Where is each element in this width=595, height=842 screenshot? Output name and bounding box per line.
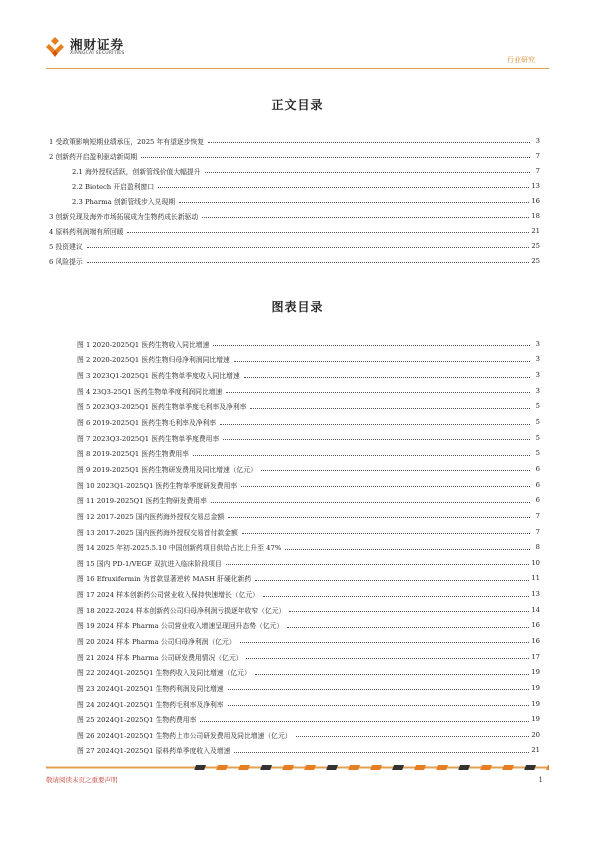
toc-entry-page: 13 [531, 181, 540, 190]
toc-entry-label: 4 原料药利润端有所回暖 [49, 227, 124, 236]
dot-leader [205, 172, 530, 173]
toc-entry[interactable] [49, 253, 540, 268]
footer-bar-dash [392, 765, 404, 770]
figures-entry-page: 7 [535, 511, 540, 520]
figures-entry[interactable] [77, 602, 540, 618]
toc-title: 正文目录 [271, 98, 324, 112]
footer-bar-dash [326, 765, 338, 770]
dot-leader [141, 157, 530, 158]
figures-entry-page: 19 [531, 715, 540, 724]
figures-entry-page: 5 [535, 449, 540, 458]
footer-decorative-bar [46, 765, 549, 770]
figures-entry[interactable] [77, 586, 540, 602]
toc-entry-label: 1 受政策影响短期业绩承压，2025 年有望逐步恢复 [49, 137, 205, 146]
figures-entry-page: 17 [531, 652, 540, 661]
xiangcai-logo-icon [46, 36, 64, 58]
dot-leader [240, 642, 530, 643]
figures-entry-page: 7 [535, 527, 540, 536]
figures-entry[interactable] [77, 539, 540, 555]
figures-entry-label: 图 23 2024Q1-2025Q1 生物药利润及同比增速 [77, 684, 224, 693]
figures-entry-label: 图 24 2024Q1-2025Q1 生物药毛利率及净利率 [77, 700, 224, 709]
footer-bar-dash [480, 765, 492, 770]
figures-entry[interactable] [77, 524, 540, 540]
figures-entry-label: 图 13 2017-2025 国内医药海外授权交易首付款金额 [77, 528, 238, 537]
dot-leader [200, 721, 529, 722]
figures-entry[interactable] [77, 477, 540, 493]
footer-bar-dash [370, 765, 382, 770]
dot-leader [87, 247, 530, 248]
figures-entry[interactable] [77, 383, 540, 399]
footer-bar-base [46, 767, 549, 769]
toc-entry[interactable] [49, 238, 540, 253]
toc-entry-label: 2.1 海外授权活跃，创新管线价值大幅提升 [72, 167, 201, 176]
figures-entry-page: 11 [531, 574, 540, 583]
figures-entry[interactable] [77, 571, 540, 587]
toc-entry[interactable] [49, 208, 540, 223]
figures-entry-page: 6 [535, 496, 540, 505]
footer-bar-dash [524, 765, 536, 770]
toc-entry-page: 25 [531, 256, 540, 265]
figures-entry-label: 图 21 2024 样本 Pharma 公司研发费用情况（亿元） [77, 653, 243, 662]
figures-entry[interactable] [77, 336, 540, 352]
figures-entry[interactable] [77, 430, 540, 446]
figures-entry-page: 19 [531, 699, 540, 708]
figures-entry-page: 13 [531, 590, 540, 599]
figures-entry[interactable] [77, 492, 540, 508]
dot-leader [263, 596, 529, 597]
figures-entry-label: 图 4 23Q3-25Q1 医药生物单季度利润同比增速 [77, 387, 223, 396]
figures-list [77, 336, 540, 758]
toc-entry-label: 2 创新药开启盈利驱动新周期 [49, 152, 138, 161]
dot-leader [255, 580, 529, 581]
dot-leader [246, 658, 529, 659]
dot-leader [208, 142, 530, 143]
toc-entry[interactable] [49, 148, 540, 163]
figures-entry-page: 19 [531, 668, 540, 677]
footer-bar-dash [348, 765, 360, 770]
figures-entry-label: 图 17 2024 样本创新药公司营业收入保持快速增长（亿元） [77, 591, 259, 600]
figures-entry-page: 19 [531, 683, 540, 692]
toc-entry-page: 3 [535, 136, 540, 145]
dot-leader [244, 377, 530, 378]
figures-entry-page: 6 [535, 464, 540, 473]
figures-entry[interactable] [77, 696, 540, 712]
figures-entry[interactable] [77, 664, 540, 680]
figures-entry[interactable] [77, 555, 540, 571]
figures-entry[interactable] [77, 743, 540, 759]
figures-entry-label: 图 27 2024Q1-2025Q1 原料药单季度收入及增速 [77, 747, 231, 756]
figures-entry-page: 3 [535, 339, 540, 348]
disclaimer-note: 敬请阅读末页之重要声明 [46, 776, 118, 784]
figures-entry-label: 图 11 2019-2025Q1 医药生物研发费用率 [77, 497, 207, 506]
figures-entry-page: 5 [535, 402, 540, 411]
figures-entry-page: 20 [531, 730, 540, 739]
dot-leader [287, 627, 529, 628]
figures-entry-label: 图 20 2024 样本 Pharma 公司归母净利润（亿元） [77, 637, 236, 646]
dot-leader [226, 392, 530, 393]
figures-entry[interactable] [77, 414, 540, 430]
figures-entry[interactable] [77, 367, 540, 383]
dot-leader [158, 187, 529, 188]
figures-entry-page: 5 [535, 418, 540, 427]
toc-entry-label: 6 风险提示 [49, 257, 83, 266]
toc-entry[interactable] [49, 178, 540, 193]
figures-entry-page: 8 [535, 543, 540, 552]
figures-entry-page: 3 [535, 355, 540, 364]
toc-entry-label: 3 创新兑现及海外市场拓展成为生物药成长新驱动 [49, 212, 199, 221]
toc-entry-page: 18 [531, 211, 540, 220]
dot-leader [296, 736, 530, 737]
figures-entry-label: 图 1 2020-2025Q1 医药生物收入同比增速 [77, 340, 210, 349]
figures-entry-label: 图 6 2019-2025Q1 医药生物毛利率及净利率 [77, 419, 217, 428]
toc-entry[interactable] [49, 193, 540, 208]
figures-entry[interactable] [77, 680, 540, 696]
figures-entry-label: 图 14 2025 年初-2025.5.10 中国创新药项目供给占比上升至 47% [77, 544, 282, 553]
footer-bar-dash [194, 765, 206, 770]
dot-leader [220, 424, 530, 425]
figures-entry[interactable] [77, 352, 540, 368]
toc-entry-label: 2.3 Pharma 创新管线步入兑现期 [72, 197, 176, 206]
dot-leader [228, 705, 530, 706]
footer-bar-dash [436, 765, 448, 770]
dot-leader [285, 549, 530, 550]
toc-entry-page: 16 [531, 196, 540, 205]
figures-entry-label: 图 19 2024 样本 Pharma 公司营业收入增速呈现回升态势（亿元） [77, 622, 284, 631]
dot-leader [228, 689, 530, 690]
toc-entry-page: 25 [531, 241, 540, 250]
dot-leader [211, 502, 530, 503]
figures-entry[interactable] [77, 633, 540, 649]
dot-leader [179, 202, 529, 203]
figures-entry-label: 图 15 国内 PD-1/VEGF 双抗进入临床阶段项目 [77, 559, 222, 568]
dot-leader [250, 408, 530, 409]
dot-leader [87, 262, 530, 263]
figures-entry-page: 6 [535, 480, 540, 489]
figures-entry-page: 3 [535, 386, 540, 395]
logo-english-name: XIANGCAI SECURITIES [70, 50, 125, 56]
footer-bar-dash [304, 765, 316, 770]
toc-entry-label: 5 投资建议 [49, 242, 83, 251]
figures-entry-page: 16 [531, 636, 540, 645]
toc-entry-page: 21 [531, 226, 540, 235]
figures-entry[interactable] [77, 445, 540, 461]
figures-entry[interactable] [77, 649, 540, 665]
page-number: 1 [538, 776, 543, 784]
dot-leader [289, 611, 529, 612]
company-logo [46, 36, 125, 58]
toc-entry[interactable] [49, 163, 540, 178]
figures-entry-label: 图 22 2024Q1-2025Q1 生物药收入及同比增速（亿元） [77, 669, 251, 678]
figures-entry[interactable] [77, 727, 540, 743]
dot-leader [234, 361, 530, 362]
toc-list [49, 133, 540, 268]
figures-entry[interactable] [77, 618, 540, 634]
figures-entry-label: 图 26 2024Q1-2025Q1 生物药上市公司研发费用及同比增速（亿元） [77, 731, 292, 740]
figures-entry[interactable] [77, 461, 540, 477]
figures-entry-label: 图 2 2020-2025Q1 医药生物归母净利润同比增速 [77, 356, 230, 365]
figures-entry-label: 图 8 2019-2025Q1 医药生物费用率 [77, 450, 189, 459]
footer-bar-dash [238, 765, 250, 770]
header-divider [46, 68, 549, 69]
toc-entry-label: 2.2 Biotech 开启盈利窗口 [72, 182, 155, 191]
dot-leader [193, 455, 530, 456]
figures-entry[interactable] [77, 711, 540, 727]
dot-leader [223, 439, 530, 440]
toc-entry[interactable] [49, 133, 540, 148]
figures-entry-page: 3 [535, 371, 540, 380]
figures-entry-page: 5 [535, 433, 540, 442]
dot-leader [213, 345, 530, 346]
footer-bar-dash [414, 765, 426, 770]
figures-entry-page: 21 [531, 746, 540, 755]
dot-leader [234, 752, 529, 753]
dot-leader [242, 533, 530, 534]
figures-entry-label: 图 7 2023Q3-2025Q1 医药生物单季度费用率 [77, 434, 220, 443]
figures-entry-label: 图 5 2023Q3-2025Q1 医药生物单季度毛利率及净利率 [77, 403, 247, 412]
figures-entry-label: 图 10 2023Q1-2025Q1 医药生物单季度研发费用率 [77, 481, 238, 490]
dot-leader [255, 674, 530, 675]
footer-bar-dash [260, 765, 272, 770]
figures-entry-label: 图 25 2024Q1-2025Q1 生物药费用率 [77, 716, 197, 725]
dot-leader [228, 517, 530, 518]
logo-chinese-name: 湘财证券 [70, 36, 125, 52]
figures-title: 图表目录 [271, 300, 324, 314]
report-type-tag: 行业研究 [507, 56, 535, 64]
toc-entry-page: 7 [535, 166, 540, 175]
figures-entry[interactable] [77, 508, 540, 524]
figures-entry-page: 14 [531, 605, 540, 614]
dot-leader [127, 232, 529, 233]
page-header [0, 0, 595, 70]
dot-leader [202, 217, 529, 218]
footer-bar-dash [502, 765, 514, 770]
dot-leader [261, 470, 530, 471]
dot-leader [226, 564, 530, 565]
toc-entry-page: 7 [535, 151, 540, 160]
footer-bar-dash [282, 765, 294, 770]
figures-entry-label: 图 12 2017-2025 国内医药海外授权交易总金额 [77, 512, 225, 521]
footer-bar-dash [216, 765, 228, 770]
figures-entry-label: 图 3 2023Q1-2025Q1 医药生物单季度收入同比增速 [77, 372, 240, 381]
figures-entry-page: 10 [531, 558, 540, 567]
figures-entry-label: 图 9 2019-2025Q1 医药生物研发费用及同比增速（亿元） [77, 465, 257, 474]
figures-entry-label: 图 16 Efruxifermin 为首款显著逆转 MASH 肝硬化新药 [77, 575, 252, 584]
figures-entry-page: 16 [531, 621, 540, 630]
figures-entry-label: 图 18 2022-2024 样本创新药公司归母净利润亏损逐年收窄（亿元） [77, 606, 286, 615]
toc-entry[interactable] [49, 223, 540, 238]
dot-leader [241, 486, 530, 487]
figures-entry[interactable] [77, 399, 540, 415]
footer-bar-dash [458, 765, 470, 770]
